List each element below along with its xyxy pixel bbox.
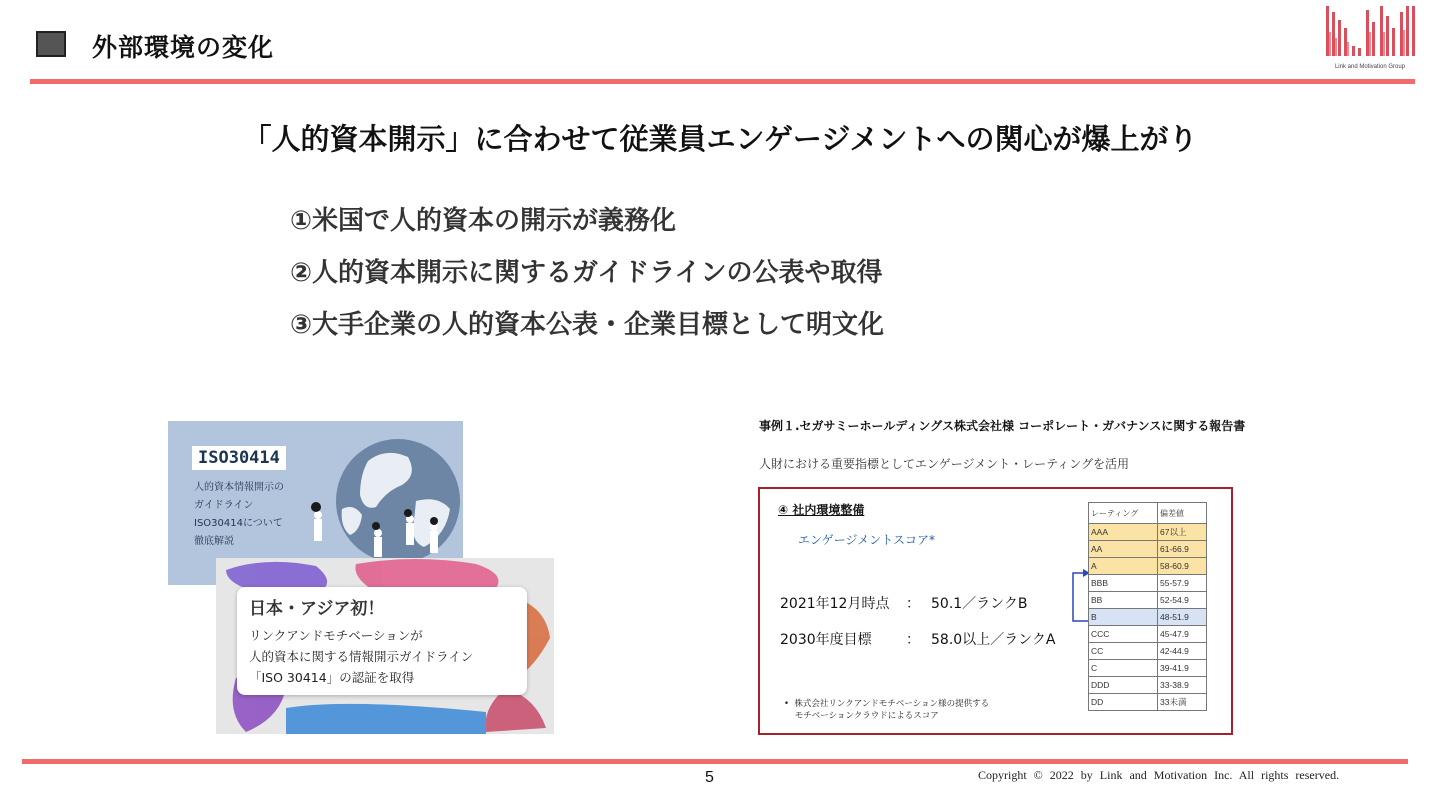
header-divider <box>30 79 1415 84</box>
notice-title: 日本・アジア初！ <box>249 599 385 619</box>
table-row <box>1089 558 1207 575</box>
rating-cell: BB <box>1089 592 1158 609</box>
page-title: 外部環境の変化 <box>92 33 275 62</box>
rating-cell: AAA <box>1089 524 1158 541</box>
table-header: レーティング <box>1089 503 1158 524</box>
certification-notice <box>237 587 527 695</box>
table-row <box>1089 660 1207 677</box>
rating-table <box>1088 502 1207 711</box>
key-points <box>290 202 884 358</box>
current-score-row <box>780 593 1028 613</box>
rating-cell: C <box>1089 660 1158 677</box>
table-header-row <box>1089 503 1207 524</box>
table-header: 偏差値 <box>1158 503 1207 524</box>
table-row <box>1089 694 1207 711</box>
rating-cell: B <box>1089 609 1158 626</box>
footnote: • 株式会社リンクアンドモチベーション様の提供する モチベーションクラウドによるスコア <box>784 699 990 721</box>
notice-body: リンクアンドモチベーションが 人的資本に関する情報開示ガイドライン 「ISO 30414」の認証を取得 <box>249 628 474 685</box>
header-square-icon <box>36 31 66 57</box>
target-label: 2030年度目標 <box>780 632 872 648</box>
table-row <box>1089 643 1207 660</box>
deviation-cell: 48-51.9 <box>1158 609 1207 626</box>
rating-cell: DD <box>1089 694 1158 711</box>
current-label: 2021年12月時点 <box>780 596 890 612</box>
iso-description: 人的資本情報開示の ガイドライン ISO30414について 徹底解説 <box>194 482 284 547</box>
page-number: 5 <box>705 769 714 786</box>
rating-cell: CC <box>1089 643 1158 660</box>
rating-cell: BBB <box>1089 575 1158 592</box>
rating-cell: AA <box>1089 541 1158 558</box>
deviation-cell: 42-44.9 <box>1158 643 1207 660</box>
table-row <box>1089 541 1207 558</box>
current-value: 50.1／ランクB <box>931 596 1028 612</box>
target-value: 58.0以上／ランクA <box>931 632 1056 648</box>
deviation-cell: 58-60.9 <box>1158 558 1207 575</box>
target-score-row <box>780 629 1055 649</box>
table-row <box>1089 592 1207 609</box>
deviation-cell: 33-38.9 <box>1158 677 1207 694</box>
table-row <box>1089 626 1207 643</box>
footer-divider <box>22 759 1408 764</box>
deviation-cell: 61-66.9 <box>1158 541 1207 558</box>
copyright: Copyright © 2022 by Link and Motivation Inc. All rights reserved. <box>978 768 1340 782</box>
target-separator: ： <box>906 632 920 648</box>
deviation-cell: 33未満 <box>1158 694 1207 711</box>
deviation-cell: 55-57.9 <box>1158 575 1207 592</box>
point-item: ③大手企業の人的資本公表・企業目標として明文化 <box>290 310 885 340</box>
logo-caption: Link and Motivation Group <box>1334 64 1406 70</box>
deviation-cell: 39-41.9 <box>1158 660 1207 677</box>
rating-cell: DDD <box>1089 677 1158 694</box>
point-item: ①米国で人的資本の開示が義務化 <box>290 206 677 236</box>
engagement-report-excerpt <box>758 487 1233 735</box>
deviation-cell: 67以上 <box>1158 524 1207 541</box>
engagement-score-label: エンゲージメントスコア* <box>798 533 936 547</box>
iso-tag: ISO30414 <box>192 446 286 470</box>
headline: 「人的資本開示」に合わせて従業員エンゲージメントへの関心が爆上がり <box>242 122 1198 156</box>
rating-cell: CCC <box>1089 626 1158 643</box>
section-title: ④ 社内環境整備 <box>778 503 865 517</box>
deviation-cell: 45-47.9 <box>1158 626 1207 643</box>
table-row <box>1089 524 1207 541</box>
rating-cell: A <box>1089 558 1158 575</box>
table-row <box>1089 609 1207 626</box>
case-title: 事例１.セガサミーホールディングス株式会社様 コーポレート・ガバナンスに関する報告書 <box>759 419 1246 433</box>
case-subtitle: 人財における重要指標としてエンゲージメント・レーティングを活用 <box>759 457 1129 471</box>
table-row <box>1089 677 1207 694</box>
deviation-cell: 52-54.9 <box>1158 592 1207 609</box>
point-item: ②人的資本開示に関するガイドラインの公表や取得 <box>290 258 883 288</box>
current-separator: ： <box>906 596 920 612</box>
table-row <box>1089 575 1207 592</box>
